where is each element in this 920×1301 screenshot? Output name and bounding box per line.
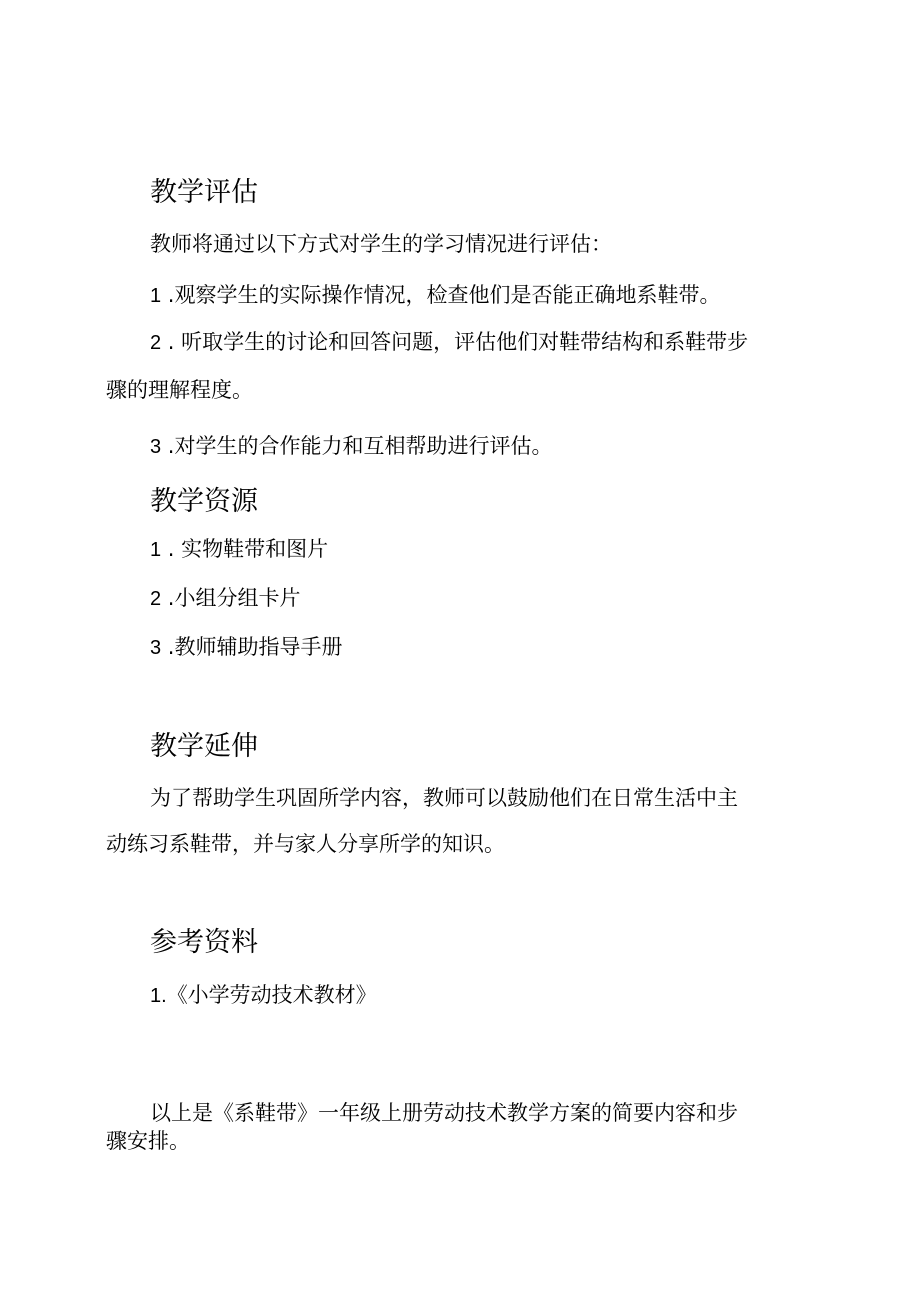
item-separator: . bbox=[161, 537, 182, 561]
item-separator: . bbox=[161, 635, 175, 659]
evaluation-item-3 bbox=[150, 431, 552, 462]
item-text-line1: 听取学生的讨论和回答问题，评估他们对鞋带结构和系鞋带步 bbox=[181, 330, 749, 354]
item-text: 《小学劳动技术教材》 bbox=[166, 983, 377, 1007]
item-number: 1. bbox=[150, 985, 167, 1007]
item-text: 观察学生的实际操作情况，检查他们是否能正确地系鞋带。 bbox=[174, 283, 721, 307]
resources-heading: 教学资源 bbox=[150, 486, 258, 517]
item-number: 1 bbox=[150, 539, 162, 561]
item-separator: . bbox=[161, 586, 175, 610]
evaluation-item-1 bbox=[150, 280, 720, 311]
item-number: 2 bbox=[150, 588, 162, 610]
evaluation-heading: 教学评估 bbox=[150, 177, 258, 208]
item-number: 2 bbox=[150, 332, 162, 354]
evaluation-item-2-cont bbox=[106, 375, 253, 405]
item-separator: . bbox=[161, 283, 175, 307]
item-number: 1 bbox=[150, 285, 162, 307]
extension-line-2: 动练习系鞋带，并与家人分享所学的知识。 bbox=[106, 832, 505, 856]
item-separator: . bbox=[161, 330, 182, 354]
conclusion-line-2: 骤安排。 bbox=[106, 1129, 190, 1153]
resources-item-3 bbox=[150, 632, 342, 663]
item-number: 3 bbox=[150, 436, 162, 458]
item-text: 对学生的合作能力和互相帮助进行评估。 bbox=[174, 434, 553, 458]
evaluation-intro: 教师将通过以下方式对学生的学习情况进行评估： bbox=[150, 232, 612, 256]
references-item-1 bbox=[150, 980, 377, 1011]
item-separator: . bbox=[161, 434, 175, 458]
item-text: 实物鞋带和图片 bbox=[181, 537, 329, 561]
extension-line-1: 为了帮助学生巩固所学内容，教师可以鼓励他们在日常生活中主 bbox=[150, 786, 738, 810]
conclusion-line-1: 以上是《系鞋带》一年级上册劳动技术教学方案的简要内容和步 bbox=[150, 1101, 738, 1125]
item-text: 小组分组卡片 bbox=[174, 586, 301, 610]
item-number: 3 bbox=[150, 637, 162, 659]
resources-item-1 bbox=[150, 534, 328, 565]
item-text-line2: 骤的理解程度。 bbox=[106, 378, 253, 402]
evaluation-item-2 bbox=[150, 327, 748, 358]
extension-heading: 教学延伸 bbox=[150, 731, 258, 762]
resources-item-2 bbox=[150, 583, 300, 614]
item-text: 教师辅助指导手册 bbox=[174, 635, 343, 659]
references-heading: 参考资料 bbox=[150, 927, 258, 958]
